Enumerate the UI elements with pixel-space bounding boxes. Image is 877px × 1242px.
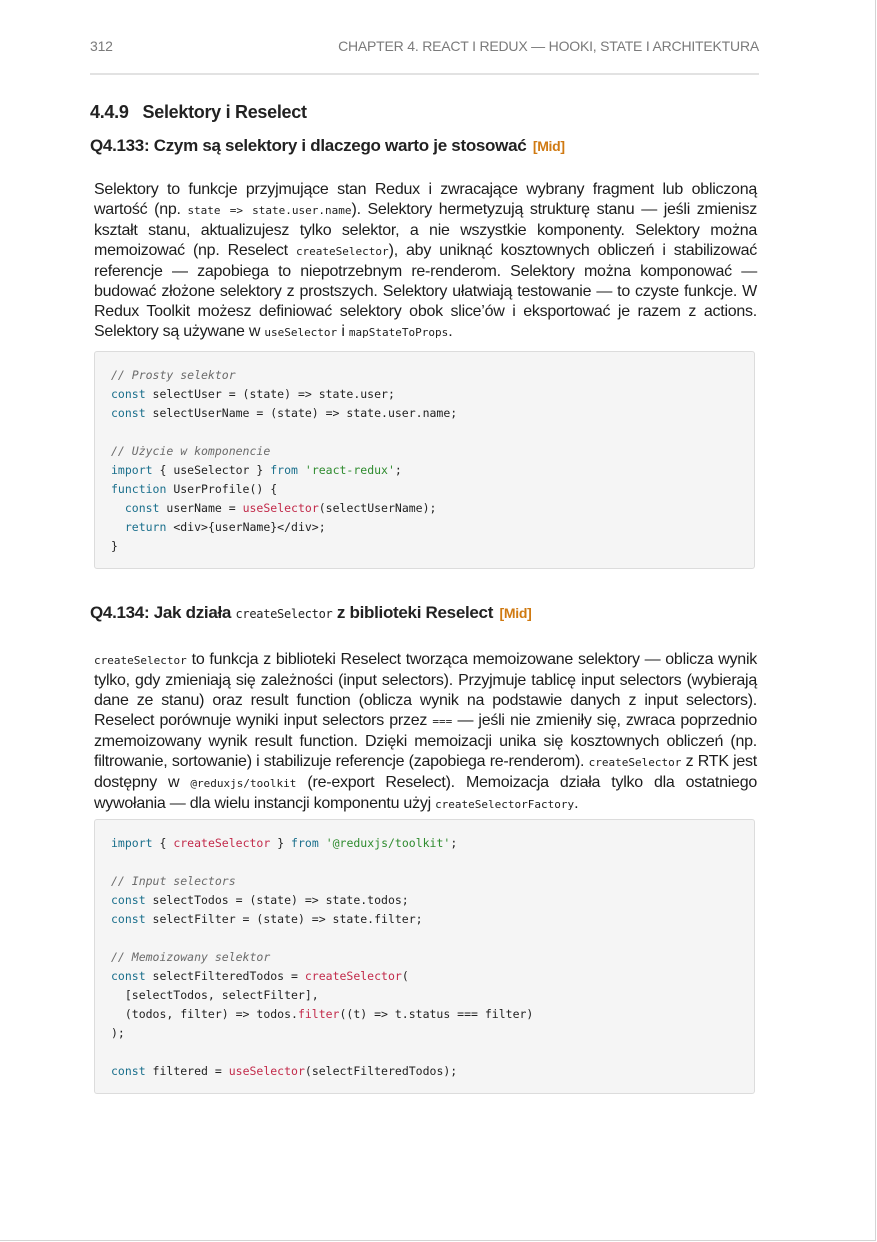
running-header [90, 38, 759, 54]
subsection-number: 4.4.9 [90, 102, 129, 122]
code-line: const selectTodos = (state) => state.todos; [111, 893, 409, 907]
code-block [94, 819, 755, 1094]
inline-code: === [432, 715, 453, 728]
code-line [111, 853, 738, 872]
code-line: const userName = useSelector(selectUserName); [124, 501, 437, 515]
difficulty-tag: [Mid] [499, 605, 532, 621]
answer-paragraph: createSelector to funkcja z biblioteki Reselect tworząca memoizowane selektory — oblicza wynik tylko, gdy zmieniają się zależności (input selectors). Przyjmuje tablicę input selectors (wybierają dane ze stanu) oraz result function (oblicza wynik na podstawie danych z input selectors). Reselect porównuje wyniki input selectors przez === — jeśli nie zmieniły się, zwraca poprzednio zmemoizowany wynik result function. Dzięki memoizacji unika się kosztownych obliczeń (np. filtrowanie, sortowanie) i stabilizuje referencje (zapobiega re-renderom). createSelector z RTK jest dostępny w @reduxjs/toolkit (re-export Reselect). Memoizacja działa tylko dla ostatniego wywołania — dla wielu instancji komponentu użyj createSelectorFactory. [94, 651, 758, 812]
question-title-code: createSelector [235, 607, 333, 621]
code-line: // Input selectors [111, 874, 236, 888]
code-line: const selectFilter = (state) => state.filter; [111, 912, 423, 926]
code-line: function UserProfile() { [111, 482, 278, 496]
code-line: return <div>{userName}</div>; [124, 520, 326, 534]
code-line: const selectUserName = (state) => state.user.name; [111, 406, 458, 420]
inline-code: state => state.user.name [187, 204, 352, 217]
code-line: ); [111, 1026, 125, 1040]
chapter-title: CHAPTER 4. REACT I REDUX — HOOKI, STATE I ARCHITEKTURA [338, 38, 759, 54]
header-divider [90, 73, 759, 75]
inline-code: createSelector [588, 756, 682, 769]
page-number: 312 [90, 38, 113, 54]
code-line: const filtered = useSelector(selectFilteredTodos); [111, 1064, 458, 1078]
inline-code: createSelector [295, 245, 389, 258]
code-line: // Użycie w komponencie [111, 444, 271, 458]
question-heading-q4-133 [90, 136, 565, 156]
code-line: const selectFilteredTodos = createSelector( [111, 969, 409, 983]
subsection-heading [90, 102, 307, 123]
inline-code: createSelectorFactory [435, 798, 575, 811]
inline-code: useSelector [264, 326, 338, 339]
subsection-title: Selektory i Reselect [142, 102, 307, 122]
question-heading-q4-134 [90, 603, 531, 623]
code-line: [selectTodos, selectFilter], [111, 988, 319, 1002]
inline-code: mapStateToProps [348, 326, 449, 339]
code-line: // Memoizowany selektor [111, 950, 271, 964]
code-line: import { useSelector } from 'react-redux'; [111, 463, 402, 477]
difficulty-tag: [Mid] [532, 138, 565, 154]
code-line [111, 1043, 738, 1062]
code-line [111, 929, 738, 948]
answer-paragraph: Selektory to funkcje przyjmujące stan Redux i zwracające wybrany fragment lub obliczoną wartość (np. state => state.user.name). Selektory hermetyzują strukturę stanu — jeśli zmienisz kształt stanu, aktualizujesz tylko selektor, a nie wszystkie komponenty. Selektory można memoizować (np. Reselect createSelector), aby uniknąć kosztownych obliczeń i stabilizować referencje — zapobiega to niepotrzebnym re-renderom. Selektory można komponować — budować złożone selektory z prostszych. Selektory ułatwiają testowanie — to czyste funkcje. W Redux Toolkit możesz definiować selektory obok slice’ów i eksportować je razem z actions. Selektory są używane w useSelector i mapStateToProps. [94, 181, 757, 340]
code-line: } [111, 539, 118, 553]
code-line: import { createSelector } from '@reduxjs/toolkit'; [111, 836, 458, 850]
code-line: (todos, filter) => todos.filter((t) => t.status === filter) [111, 1007, 534, 1021]
code-line: // Prosty selektor [111, 368, 236, 382]
question-title-text: Q4.133: Czym są selektory i dlaczego warto je stosować [90, 136, 527, 155]
inline-code: createSelector [94, 654, 187, 667]
question-title-text-suffix: z biblioteki Reselect [332, 603, 494, 622]
code-block [94, 351, 755, 569]
question-title-text: Q4.134: Jak działa [90, 603, 236, 622]
inline-code: @reduxjs/toolkit [190, 777, 297, 790]
code-line: const selectUser = (state) => state.user; [111, 387, 395, 401]
code-line [111, 423, 738, 442]
